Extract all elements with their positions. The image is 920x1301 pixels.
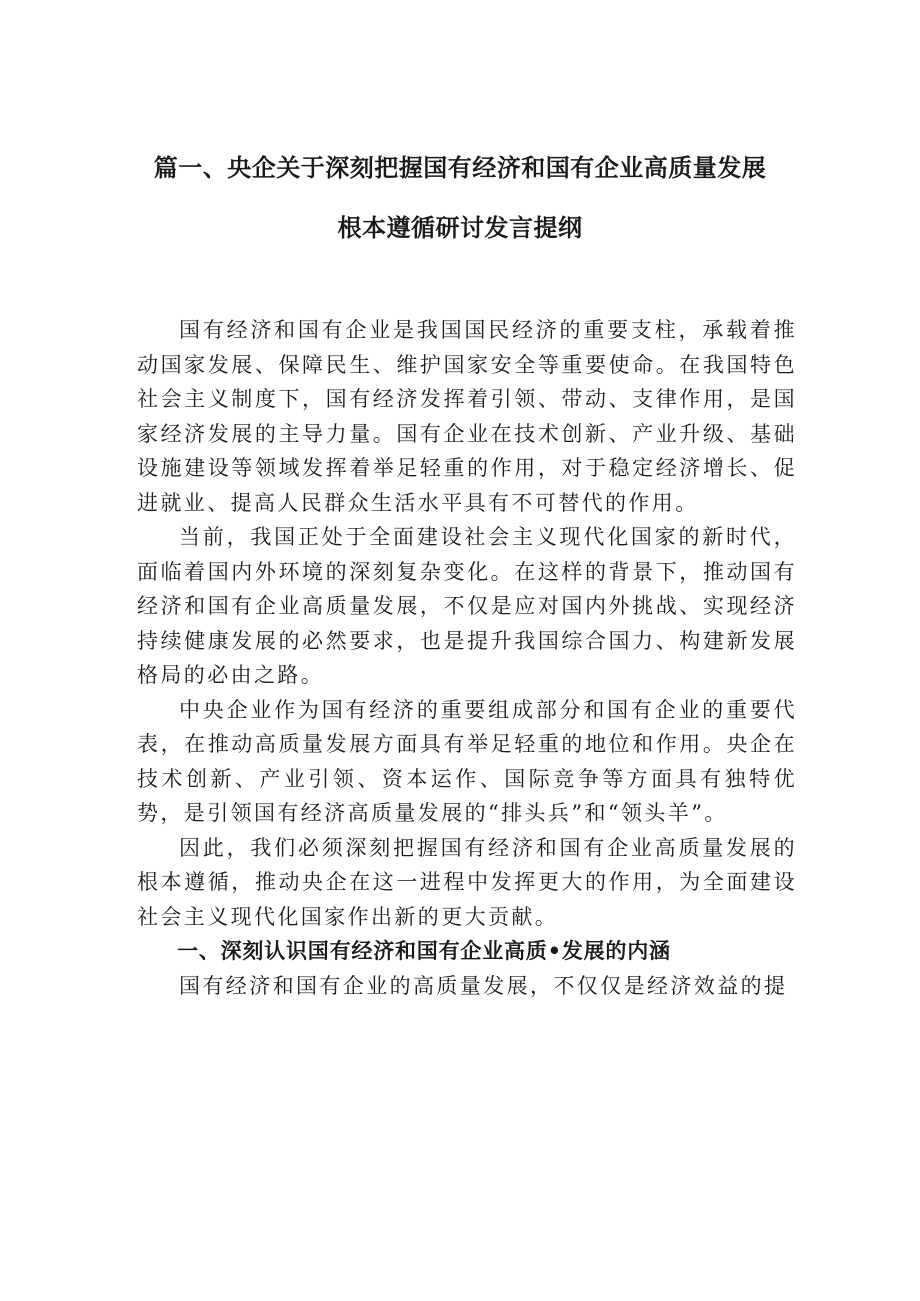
section-heading-1: 一、深刻认识国有经济和国有企业高质•发展的内涵	[177, 939, 671, 963]
document-title-line2: 根本遵循研讨发言提纲	[337, 214, 583, 242]
paragraph-1: 国有经济和国有企业是我国国民经济的重要支柱，承载着推动国家发展、保障民生、维护国家安全等重要使命。在我国特色社会主义制度下，国有经济发挥着引领、带动、支律作用，是国家经济发展的主导力量。国有企业在技术创新、产业升级、基础设施建设等领域发挥着举足轻重的作用，对于稳定经济增长、促进就业、提高人民群众生活水平具有不可替代的作用。	[137, 318, 797, 515]
document-title-line1: 篇一、央企关于深刻把握国有经济和国有企业高质量发展	[153, 154, 767, 182]
paragraph-2: 当前，我国正处于全面建设社会主义现代化国家的新时代，面临着国内外环境的深刻复杂变化。在这样的背景下，推动国有经济和国有企业高质量发展，不仅是应对国内外挑战、实现经济持续健康发展的必然要求，也是提升我国综合国力、构建新发展格局的必由之路。	[137, 525, 797, 687]
paragraph-4: 因此，我们必须深刻把握国有经济和国有企业高质量发展的根本遵循，推动央企在这一进程中发挥更大的作用，为全面建设社会主义现代化国家作出新的更大贡献。	[137, 835, 797, 929]
section-1-paragraph-start: 国有经济和国有企业的高质量发展，不仅仅是经济效益的提	[179, 973, 788, 998]
paragraph-3: 中央企业作为国有经济的重要组成部分和国有企业的重要代表，在推动高质量发展方面具有举足轻重的地位和作用。央企在技术创新、产业引领、资本运作、国际竞争等方面具有独特优势，是引领国有经济高质量发展的“排头兵”和“领头羊”。	[137, 697, 797, 825]
document-body	[137, 313, 797, 1003]
